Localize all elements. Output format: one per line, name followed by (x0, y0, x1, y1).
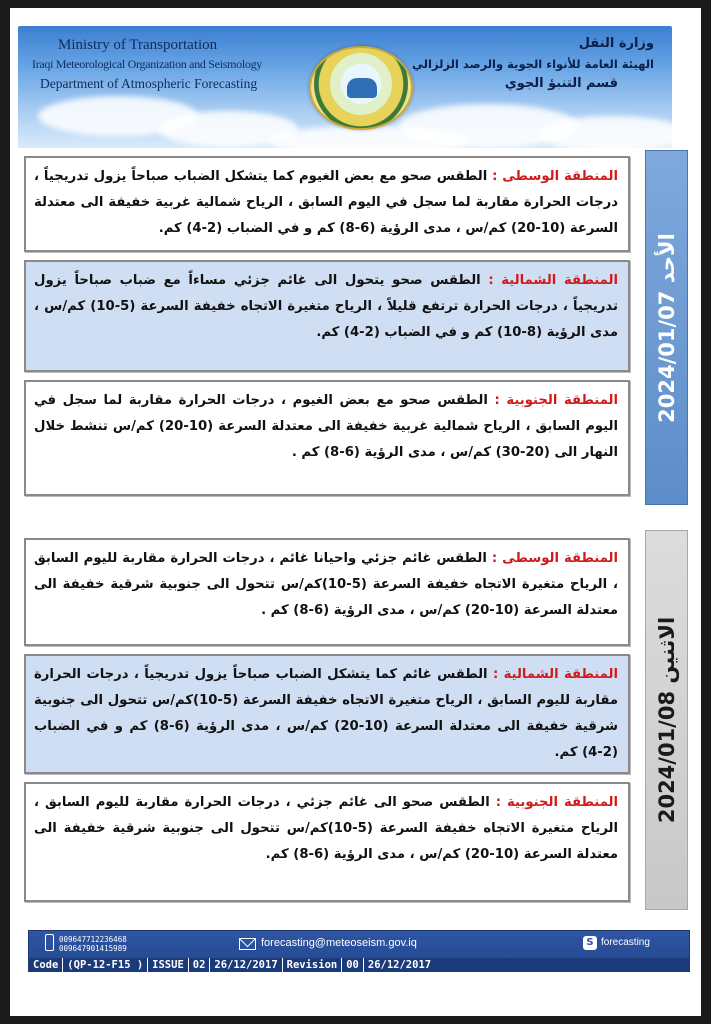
region-name: المنطقة الجنوبية : (495, 795, 619, 810)
region-name: المنطقة الوسطى : (492, 169, 618, 184)
skype-icon: S (583, 936, 597, 950)
phone-numbers (59, 935, 127, 953)
contact-row (29, 931, 689, 957)
day-date-strip (645, 530, 688, 910)
issue-label: ISSUE (148, 958, 189, 972)
region-box-south (24, 380, 630, 496)
social-handle[interactable]: forecasting (601, 937, 650, 948)
region-name: المنطقة الجنوبية : (494, 393, 619, 408)
phone-icon (45, 934, 54, 951)
ministry-name: Ministry of Transportation (58, 37, 218, 53)
day-date-label: الأحد 2024/01/07 (654, 232, 679, 423)
region-box-central (24, 156, 630, 252)
issue-number: 02 (189, 958, 211, 972)
region-name: المنطقة الشمالية : (492, 667, 618, 682)
code-value: (QP-12-F15 ) (63, 958, 148, 972)
region-forecast: الطقس صحو يتحول الى غائم جزئي مساءاً مع ضباب صباحاً يزول تدريجياً ، درجات الحرارة ترتفع قليلاً ، الرياح متغيرة الاتجاه خفيفة السرعة (5-10) كم/س ، مدى الرؤية (8-10) كم و في الضباب (2-4) كم. (34, 273, 618, 340)
header-arabic (412, 34, 654, 94)
region-box-central (24, 538, 630, 646)
code-label: Code (29, 958, 63, 972)
department-name-ar: قسم التنبؤ الجوي (504, 76, 618, 91)
day-block-2 (24, 530, 688, 910)
revision-number: 00 (342, 958, 364, 972)
phone-number: 009647901415989 (59, 944, 127, 953)
region-forecast: الطقس صحو مع بعض الغيوم ، درجات الحرارة مقاربة لما سجل في اليوم السابق ، الرياح شمالية غربية خفيفة الى معتدلة السرعة (10-20) كم/س تنشط خلال النهار الى (20-30) كم/س ، مدى الرؤية (6-8) كم . (34, 393, 618, 460)
day-date-label: الاثنين 2024/01/08 (654, 616, 679, 824)
revision-date: 26/12/2017 (367, 959, 432, 971)
header-banner (18, 26, 672, 148)
region-forecast: الطقس صحو الى غائم جزئي ، درجات الحرارة مقاربة لليوم السابق ، الرياح متغيرة الاتجاه خفيفة السرعة (5-10)كم/س تتحول الى جنوبية شرقية خفيفة الى معتدلة السرعة (10-20) كم/س ، مدى الرؤية (6-8) كم. (34, 795, 618, 862)
ministry-name-ar: وزارة النقل (578, 36, 654, 51)
region-forecast: الطقس غائم كما يتشكل الضباب صباحاً يزول تدريجياً ، درجات الحرارة مقاربة لليوم السابق ، الرياح متغيرة الاتجاه خفيفة السرعة (5-10)كم/س تتحول الى جنوبية شرقية خفيفة الى معتدلة السرعة (10-20) كم/س ، مدى الرؤية (6-8) كم و في الضباب (2-4) كم. (34, 667, 618, 760)
organization-name: Iraqi Meteorological Organization and Seismology (32, 57, 262, 71)
email-icon (239, 938, 256, 950)
region-box-north (24, 654, 630, 774)
document-control-row (29, 958, 689, 972)
region-box-north (24, 260, 630, 372)
email-address[interactable]: forecasting@meteoseism.gov.iq (261, 937, 417, 949)
day-date-strip (645, 150, 688, 505)
phone-number: 009647712236468 (59, 935, 127, 944)
department-name: Department of Atmospheric Forecasting (40, 76, 258, 91)
issue-date: 26/12/2017 (210, 958, 282, 972)
day-block-1 (24, 150, 688, 505)
header-english (32, 36, 282, 93)
region-name: المنطقة الوسطى : (491, 551, 619, 566)
revision-label: Revision (283, 958, 343, 972)
region-name: المنطقة الشمالية : (488, 273, 618, 288)
region-forecast: الطقس غائم جزئي واحيانا غائم ، درجات الحرارة مقاربة لليوم السابق ، الرياح متغيرة الاتجاه خفيفة السرعة (5-10)كم/س تتحول الى جنوبية شرقية خفيفة الى معتدلة السرعة (10-20) كم/س ، مدى الرؤية (6-8) كم . (34, 551, 618, 618)
footer-bar (28, 930, 690, 972)
organization-name-ar: الهيئة العامة للأنواء الجوية والرصد الزلزالي (412, 57, 654, 71)
organization-logo-icon (309, 46, 413, 130)
region-forecast: الطقس صحو مع بعض الغيوم كما يتشكل الضباب صباحاً يزول تدريجياً ، درجات الحرارة مقاربة لما سجل في اليوم السابق ، الرياح شمالية غربية خفيفة الى معتدلة السرعة (10-20) كم/س ، مدى الرؤية (6-8) كم و في الضباب (2-4) كم. (34, 169, 618, 236)
region-box-south (24, 782, 630, 902)
